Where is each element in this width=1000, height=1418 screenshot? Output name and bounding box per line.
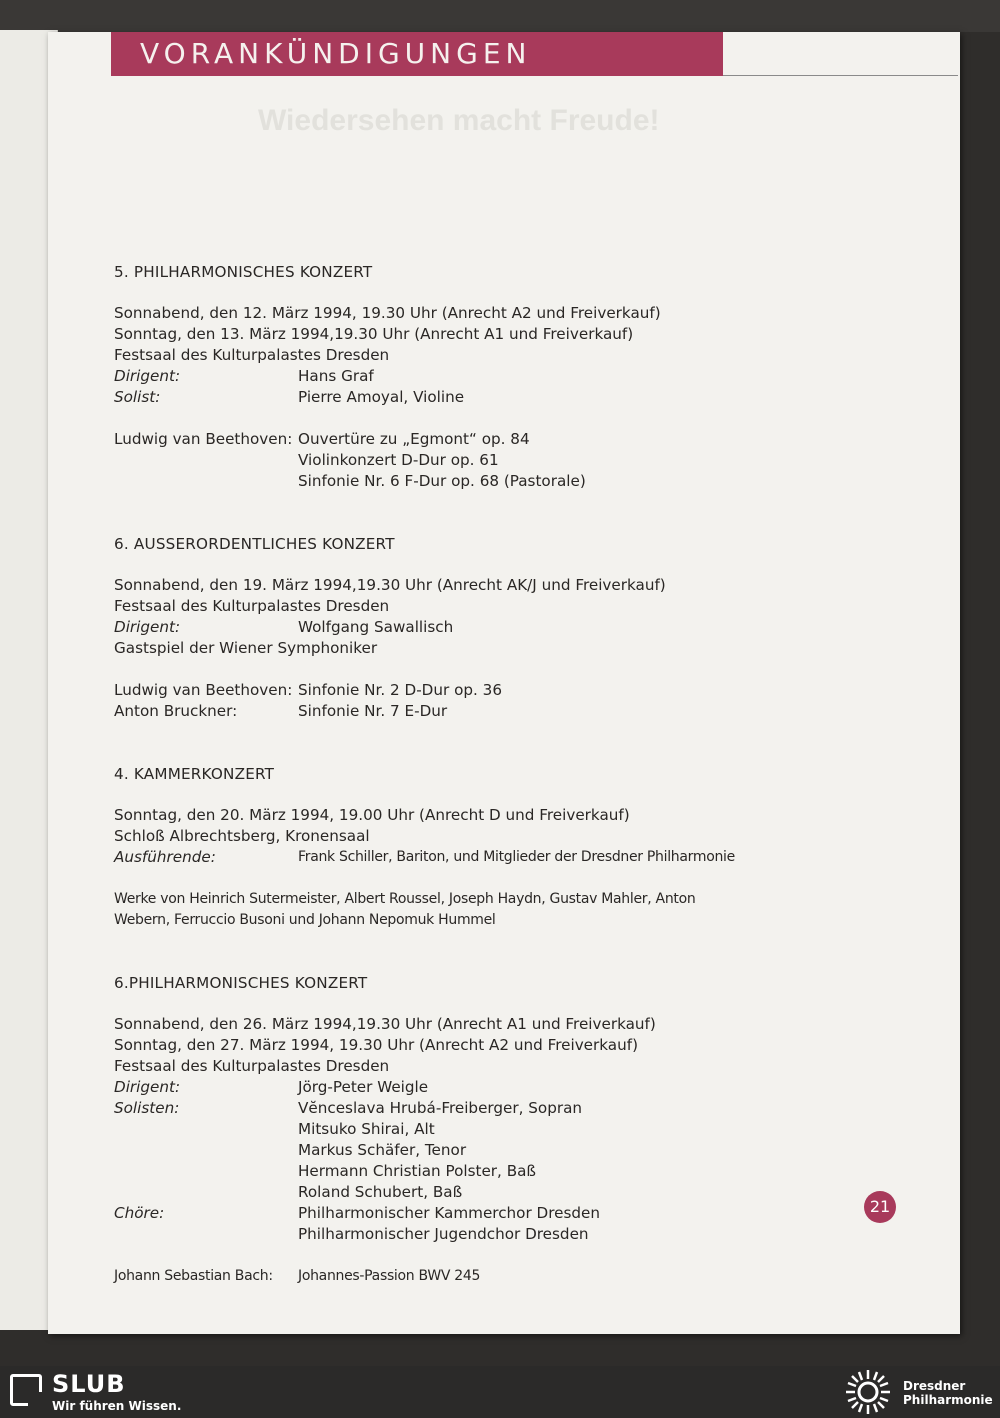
page-number: 21 (864, 1191, 896, 1223)
role-row (114, 1161, 914, 1182)
role-row (114, 387, 914, 408)
role-row (114, 1098, 914, 1119)
role-value: Pierre Amoyal, Violine (298, 388, 465, 406)
program-row (114, 429, 914, 450)
scan-background (0, 0, 1000, 32)
composer: Ludwig van Beethoven: (114, 681, 293, 699)
date-line: Sonntag, den 13. März 1994,19.30 Uhr (Anrecht A1 und Freiverkauf) (114, 325, 634, 343)
role-value: Philharmonischer Jugendchor Dresden (298, 1225, 589, 1243)
composer: Johann Sebastian Bach: (114, 1268, 273, 1284)
date-line: Sonntag, den 27. März 1994, 19.30 Uhr (Anrecht A2 und Freiverkauf) (114, 1036, 639, 1054)
role-label (114, 1119, 298, 1140)
role-value: Wolfgang Sawallisch (298, 618, 454, 636)
date-line: Sonnabend, den 19. März 1994,19.30 Uhr (Anrecht AK/J und Freiverkauf) (114, 576, 666, 594)
role-value: Roland Schubert, Baß (298, 1183, 463, 1201)
announcements (114, 262, 914, 1315)
concert-section (114, 534, 914, 722)
partner-name (903, 1379, 993, 1407)
role-label (114, 1224, 298, 1245)
section-title: 4. KAMMERKONZERT (114, 765, 275, 783)
program-row (114, 701, 914, 722)
venue: Festsaal des Kulturpalastes Dresden (114, 597, 390, 615)
role-label (114, 1140, 298, 1161)
role-row (114, 1224, 914, 1245)
role-label: Dirigent: (114, 1078, 181, 1096)
date-line: Sonnabend, den 26. März 1994,19.30 Uhr (Anrecht A1 und Freiverkauf) (114, 1015, 656, 1033)
program-row (114, 680, 914, 701)
venue: Schloß Albrechtsberg, Kronensaal (114, 827, 370, 845)
philharmonie-logo-icon[interactable] (842, 1368, 894, 1416)
date-line: Sonntag, den 20. März 1994, 19.00 Uhr (Anrecht D und Freiverkauf) (114, 806, 630, 824)
role-row (114, 1119, 914, 1140)
role-label: Solist: (114, 388, 161, 406)
page-title: VORANKÜNDIGUNGEN (140, 37, 532, 70)
role-row (114, 1203, 914, 1224)
library-tagline: Wir führen Wissen. (52, 1399, 182, 1413)
date-line: Sonnabend, den 12. März 1994, 19.30 Uhr (Anrecht A2 und Freiverkauf) (114, 304, 661, 322)
role-value: Markus Schäfer, Tenor (298, 1141, 467, 1159)
works-text: Webern, Ferruccio Busoni und Johann Nepomuk Hummel (114, 912, 496, 928)
role-row (114, 1077, 914, 1098)
role-row (114, 617, 914, 638)
section-title: 5. PHILHARMONISCHES KONZERT (114, 263, 373, 281)
work: Violinkonzert D-Dur op. 61 (298, 451, 499, 469)
program-row (114, 471, 914, 492)
header-rule (723, 75, 958, 76)
program-page (48, 32, 960, 1334)
bleed-through-text: Wiedersehen macht Freude! (258, 104, 660, 137)
role-value: Hermann Christian Polster, Baß (298, 1162, 536, 1180)
partner-name-line: Philharmonie (903, 1393, 993, 1407)
role-row (114, 366, 914, 387)
viewer-footer (0, 1366, 1000, 1418)
program-row (114, 1266, 914, 1287)
composer: Ludwig van Beethoven: (114, 430, 293, 448)
work: Johannes-Passion BWV 245 (298, 1268, 481, 1284)
concert-section (114, 764, 914, 931)
role-label: Dirigent: (114, 618, 181, 636)
role-row (114, 1140, 914, 1161)
role-row (114, 847, 914, 868)
role-row (114, 1182, 914, 1203)
role-label (114, 1182, 298, 1203)
role-value: Mitsuko Shirai, Alt (298, 1120, 435, 1138)
role-label: Dirigent: (114, 367, 181, 385)
guest-note: Gastspiel der Wiener Symphoniker (114, 639, 378, 657)
section-title: 6. AUSSERORDENTLICHES KONZERT (114, 535, 395, 553)
role-label: Ausführende: (114, 848, 216, 866)
role-value: Vĕnceslava Hrubá-Freiberger, Sopran (298, 1099, 583, 1117)
venue: Festsaal des Kulturpalastes Dresden (114, 1057, 390, 1075)
program-row (114, 450, 914, 471)
work: Ouvertüre zu „Egmont“ op. 84 (298, 430, 530, 448)
work: Sinfonie Nr. 2 D-Dur op. 36 (298, 681, 502, 699)
work: Sinfonie Nr. 7 E-Dur (298, 702, 448, 720)
concert-section (114, 262, 914, 492)
role-value: Jörg-Peter Weigle (298, 1078, 429, 1096)
role-label (114, 1161, 298, 1182)
role-value: Frank Schiller, Bariton, und Mitglieder der Dresdner Philharmonie (298, 849, 735, 865)
slub-logo-icon[interactable] (10, 1374, 42, 1406)
composer (114, 450, 298, 471)
venue: Festsaal des Kulturpalastes Dresden (114, 346, 390, 364)
role-value: Hans Graf (298, 367, 374, 385)
works-text: Werke von Heinrich Sutermeister, Albert Roussel, Joseph Haydn, Gustav Mahler, Anton (114, 891, 696, 907)
concert-section (114, 973, 914, 1287)
role-label: Solisten: (114, 1099, 180, 1117)
work: Sinfonie Nr. 6 F-Dur op. 68 (Pastorale) (298, 472, 586, 490)
section-title: 6.PHILHARMONISCHES KONZERT (114, 974, 368, 992)
partner-name-line: Dresdner (903, 1379, 966, 1393)
composer (114, 471, 298, 492)
role-label: Chöre: (114, 1204, 165, 1222)
composer: Anton Bruckner: (114, 702, 238, 720)
library-name[interactable]: SLUB (52, 1370, 126, 1398)
role-value: Philharmonischer Kammerchor Dresden (298, 1204, 601, 1222)
